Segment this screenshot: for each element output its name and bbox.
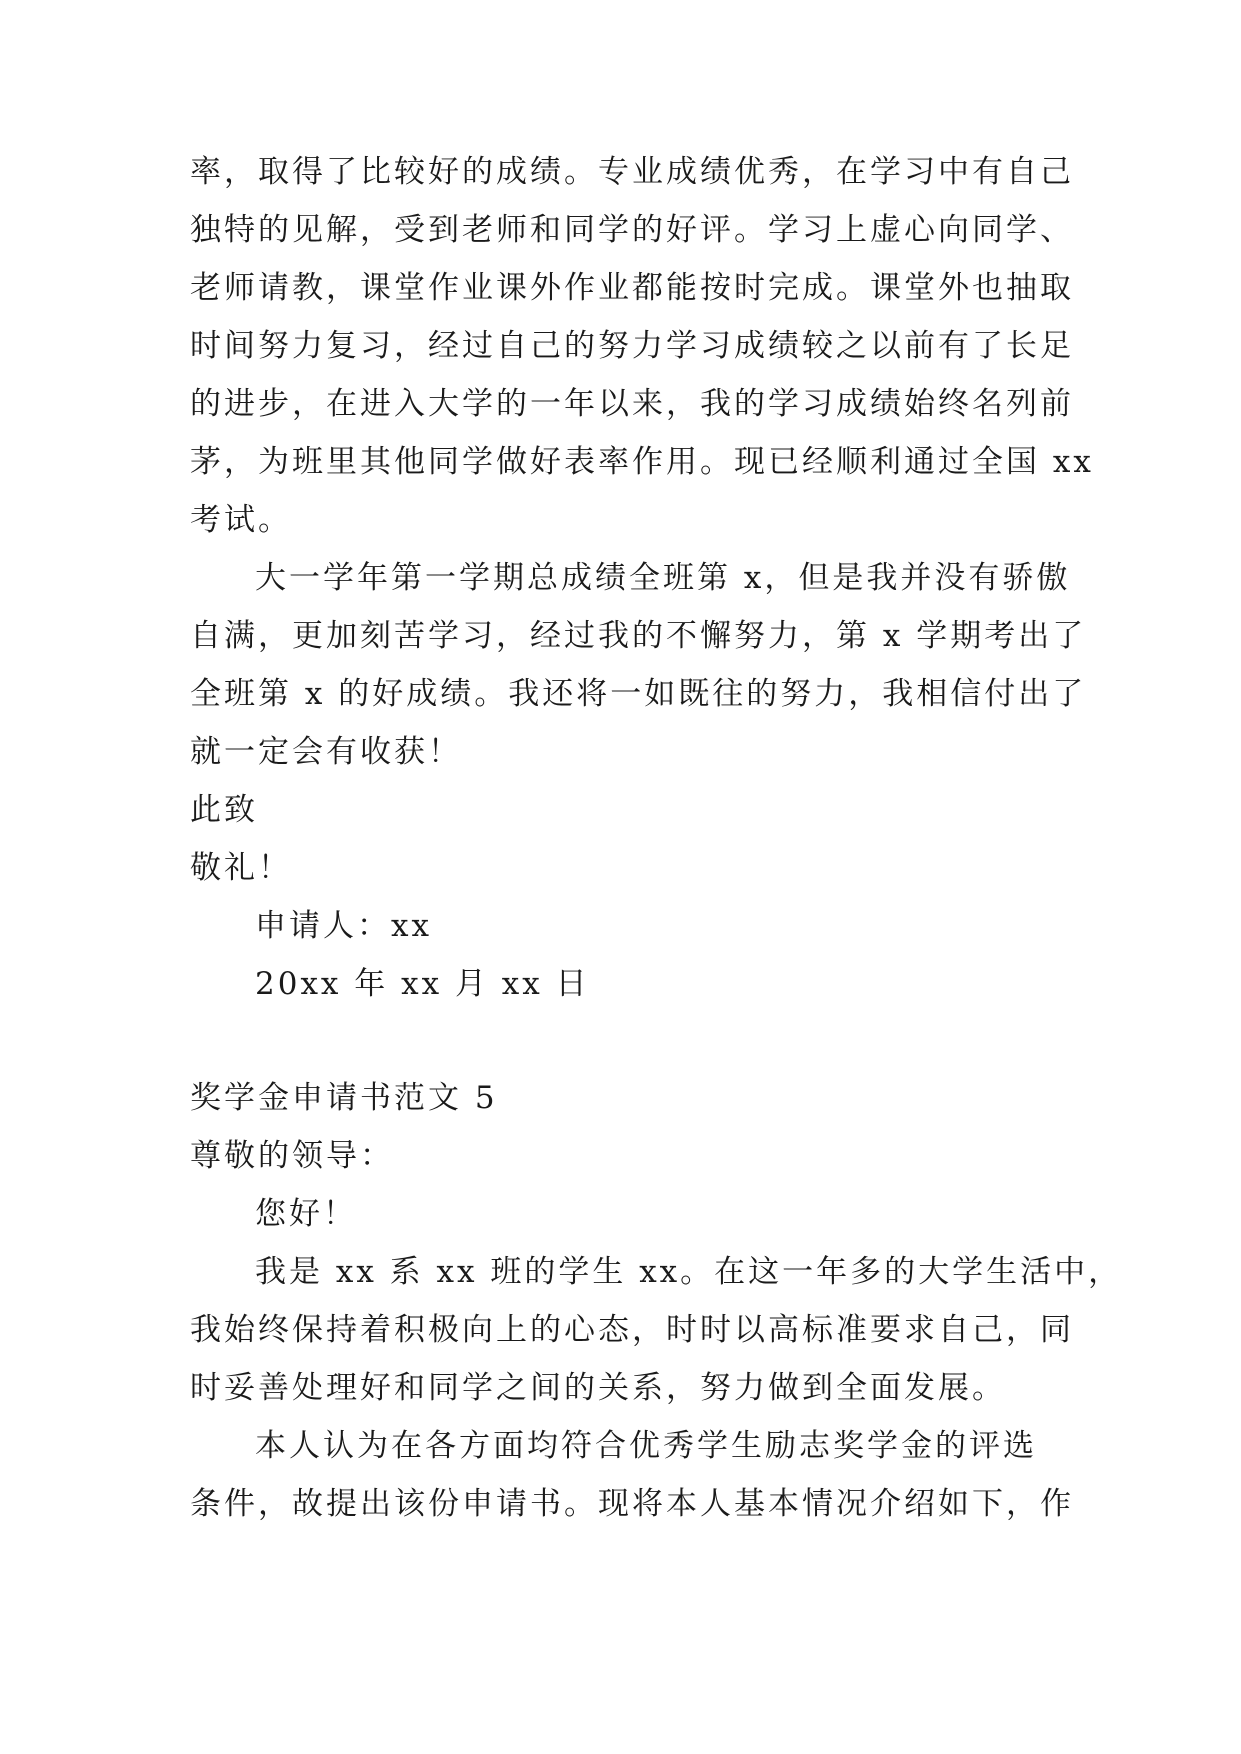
closing-salute: 敬礼！ [190, 850, 292, 886]
paragraph-line: 全班第 x 的好成绩。我还将一如既往的努力，我相信付出了 [190, 676, 1087, 712]
paragraph-line: 条件，故提出该份申请书。现将本人基本情况介绍如下，作 [190, 1486, 1074, 1522]
paragraph-line: 独特的见解，受到老师和同学的好评。学习上虚心向同学、 [190, 212, 1074, 248]
greeting: 您好！ [255, 1196, 357, 1232]
paragraph-line: 我始终保持着积极向上的心态，时时以高标准要求自己，同 [190, 1312, 1074, 1348]
signature-date: 20xx 年 xx 月 xx 日 [255, 966, 590, 1002]
paragraph-line: 本人认为在各方面均符合优秀学生励志奖学金的评选 [255, 1428, 1037, 1464]
paragraph-line: 的进步，在进入大学的一年以来，我的学习成绩始终名列前 [190, 386, 1074, 422]
paragraph-line: 时间努力复习，经过自己的努力学习成绩较之以前有了长足 [190, 328, 1074, 364]
closing-line: 此致 [190, 792, 258, 828]
paragraph-line: 自满，更加刻苦学习，经过我的不懈努力，第 x 学期考出了 [190, 618, 1087, 654]
salutation: 尊敬的领导： [190, 1138, 394, 1174]
paragraph-line: 大一学年第一学期总成绩全班第 x，但是我并没有骄傲 [255, 560, 1071, 596]
applicant-signature: 申请人：xx [255, 908, 432, 944]
paragraph-line: 就一定会有收获！ [190, 734, 462, 770]
paragraph-line: 茅，为班里其他同学做好表率作用。现已经顺利通过全国 xx [190, 444, 1094, 480]
paragraph-line: 我是 xx 系 xx 班的学生 xx。在这一年多的大学生活中， [255, 1254, 1123, 1290]
paragraph-line: 率，取得了比较好的成绩。专业成绩优秀，在学习中有自己 [190, 154, 1074, 190]
paragraph-line: 老师请教，课堂作业课外作业都能按时完成。课堂外也抽取 [190, 270, 1074, 306]
section-title: 奖学金申请书范文 5 [190, 1080, 498, 1116]
paragraph-line: 时妥善处理好和同学之间的关系，努力做到全面发展。 [190, 1370, 1006, 1406]
paragraph-line: 考试。 [190, 502, 292, 538]
